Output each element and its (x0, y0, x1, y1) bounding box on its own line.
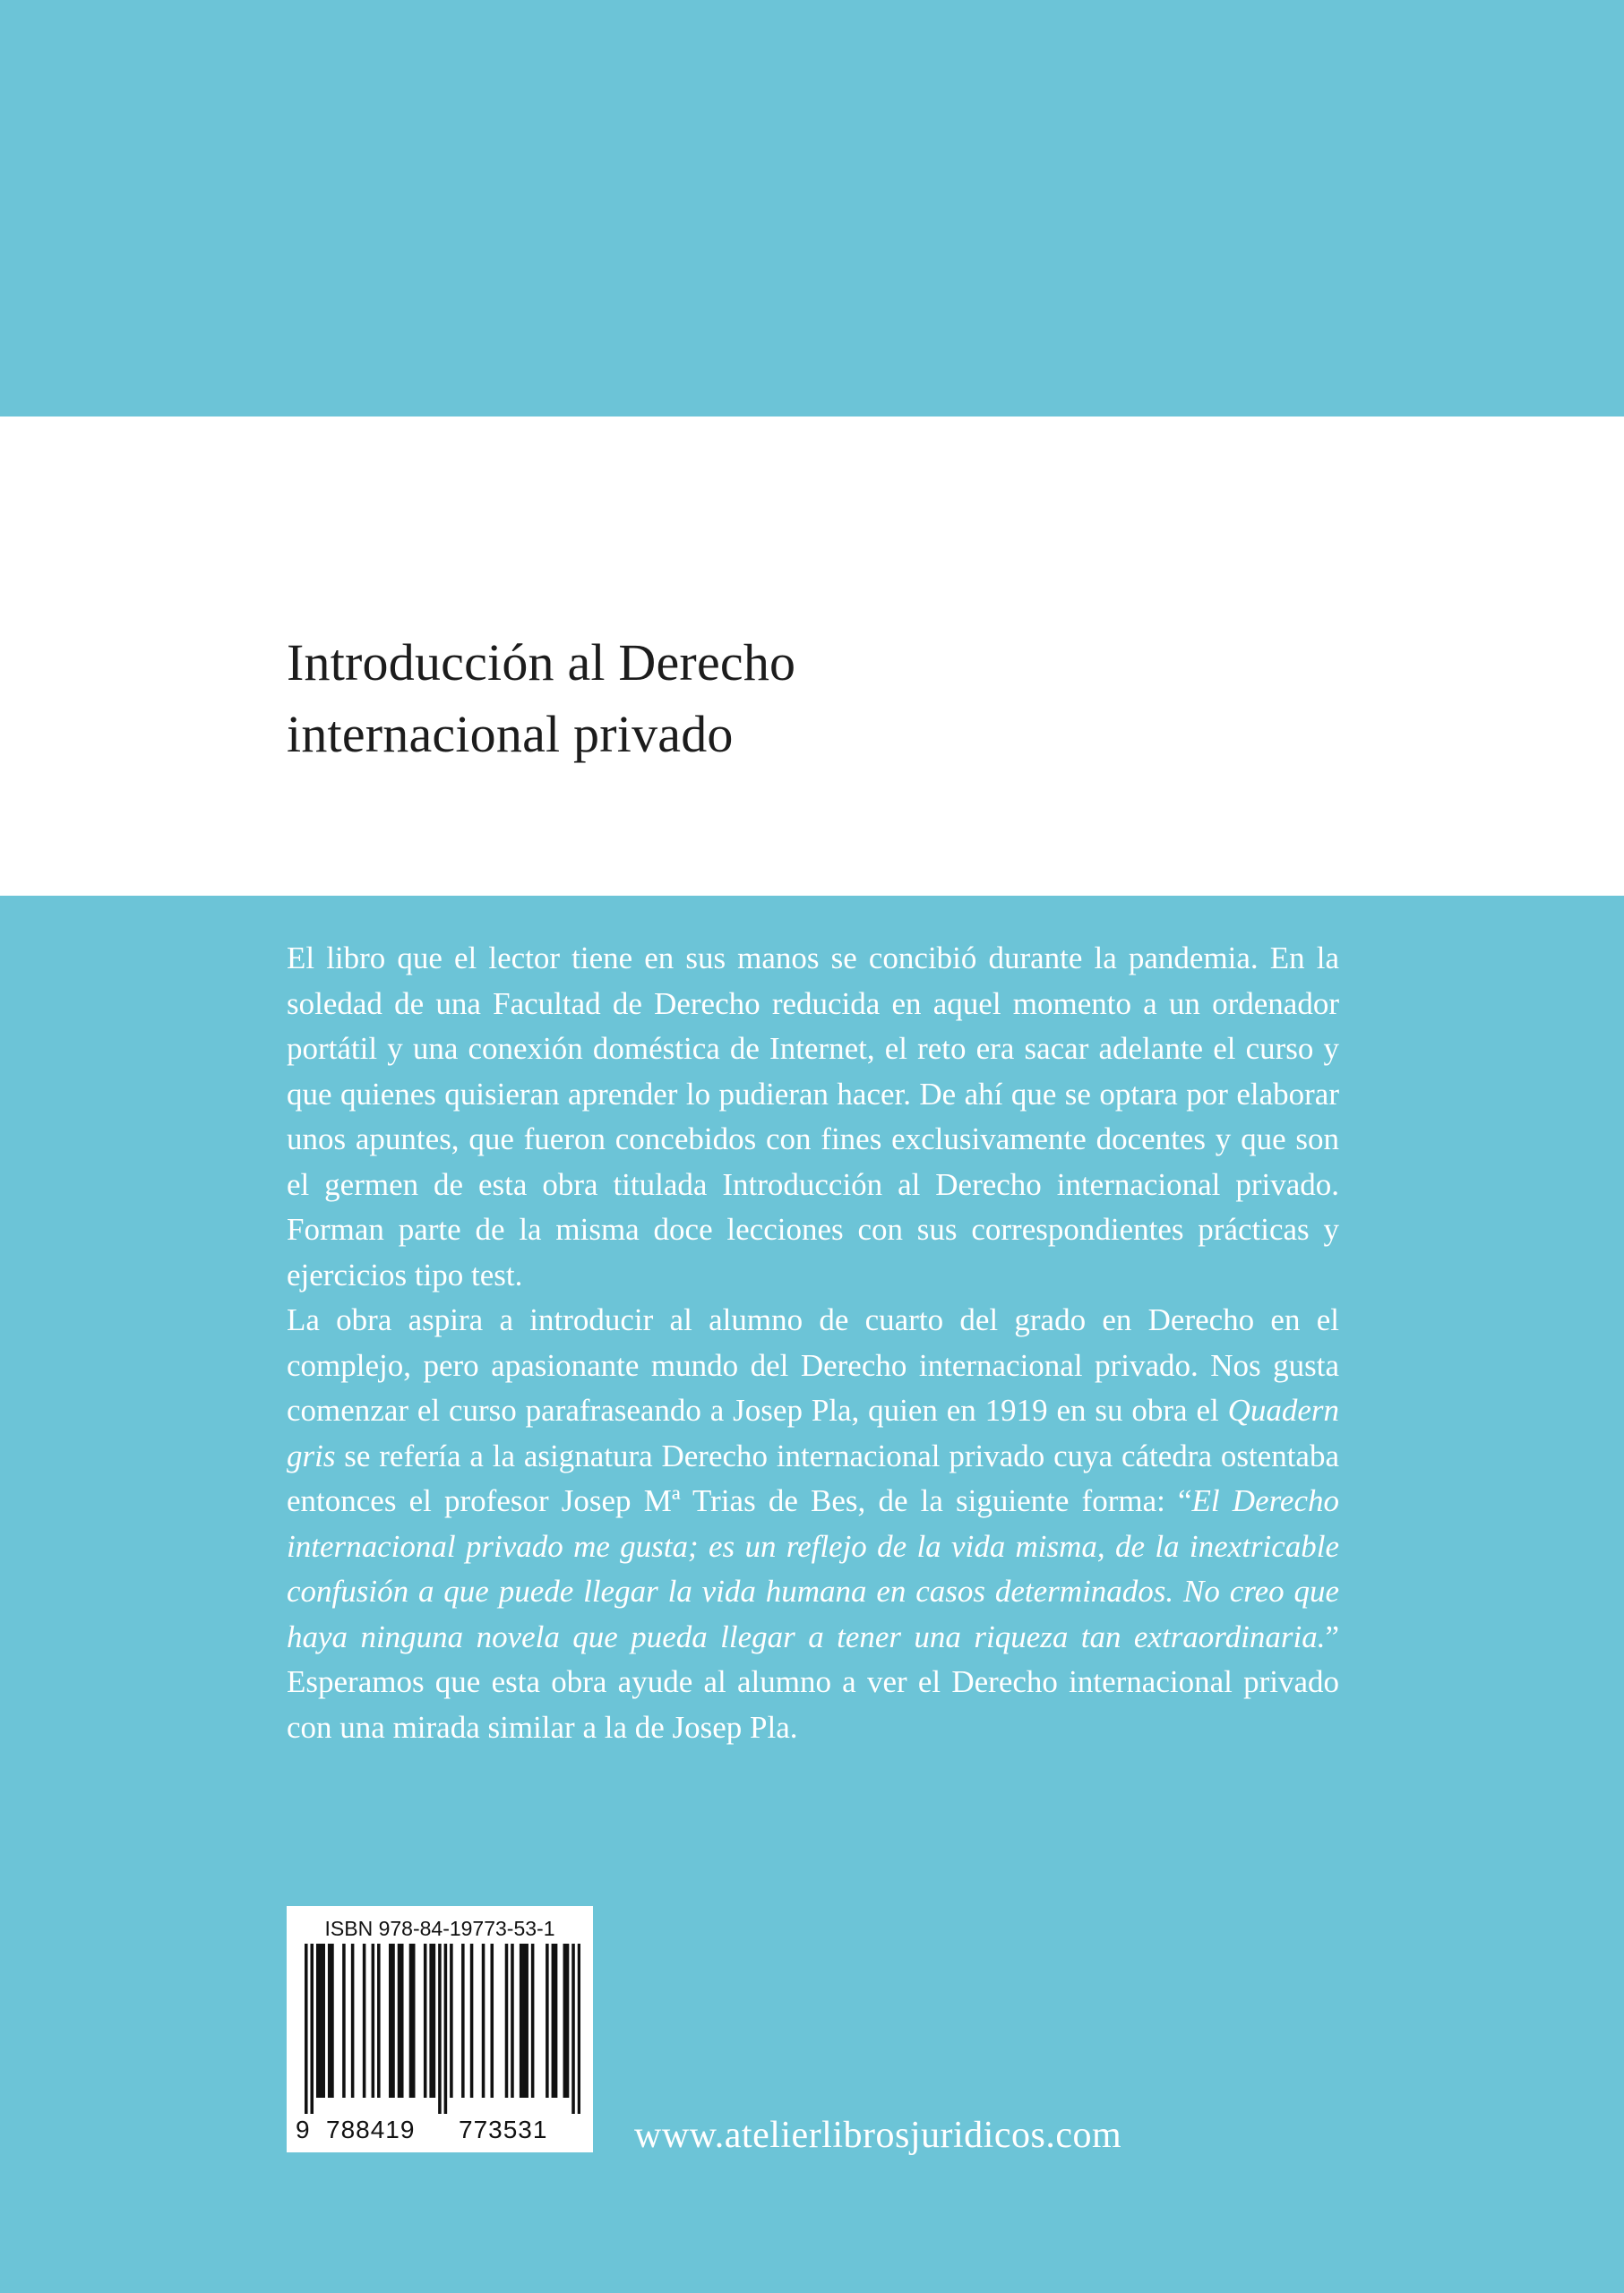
barcode-guard-bar (571, 1944, 575, 2114)
barcode-bar (511, 1944, 514, 2098)
blurb-paragraph-1: El libro que el lector tiene en sus manos se concibió durante la pandemia. En la soledad de una Facultad de Derecho reducida en aquel momento a un ordenador portátil y una conexión doméstica de Internet, el reto era sacar adelante el curso y que quienes quisieran aprender lo pudieran hacer. De ahí que se optara por elaborar unos apuntes, que fueron concebidos con fines exclusivamente docentes y que son el germen de esta obra titulada Introducción al Derecho internacional privado. Forman parte de la misma doce lecciones con sus correspondientes prácticas y ejercicios tipo test. (287, 940, 1339, 1292)
josep-pla-quote: El Derecho internacional privado me gusta; es un reflejo de la vida misma, de la inextricable confusión a que puede llegar la vida humana en casos determinados. No creo que haya ninguna novela que pueda llegar a tener una riqueza tan extraordinaria. (287, 1483, 1340, 1654)
barcode-bar (372, 1944, 375, 2098)
top-color-band (0, 0, 1624, 417)
barcode-bar (398, 1944, 401, 2098)
barcode-bar (351, 1944, 355, 2098)
barcode-bar (554, 1944, 558, 2098)
barcode-bar (482, 1944, 485, 2098)
back-cover-blurb (287, 936, 1339, 1750)
isbn-label: ISBN 978-84-19773-53-1 (324, 1917, 555, 1940)
barcode-bar (525, 1944, 528, 2098)
barcode-bar (546, 1944, 549, 2098)
blurb-p2-middle: se refería a la asignatura Derecho internacional privado cuya cátedra ostentaba entonces el profesor Josep Mª Trias de Bes, de la siguiente forma: “ (287, 1438, 1339, 1518)
barcode-bar (319, 1944, 322, 2098)
barcode-bar (328, 1944, 331, 2098)
barcode-bar (531, 1944, 535, 2098)
book-reference-quadern-gris: Quadern gris (287, 1393, 1339, 1473)
barcode-guard-bar (305, 1944, 308, 2114)
barcode-bar (331, 1944, 334, 2098)
barcode-guard-bar (444, 1944, 448, 2114)
barcode-bar (389, 1944, 392, 2098)
barcode-bar (552, 1944, 555, 2098)
ean-digit-first: 9 (296, 2116, 311, 2143)
barcode-guard-bar (310, 1944, 314, 2114)
barcode-bar (520, 1944, 523, 2098)
barcode-bars (305, 1944, 580, 2114)
barcode-bar (461, 1944, 465, 2098)
barcode-guard-bar (438, 1944, 442, 2114)
barcode-bar (391, 1944, 395, 2098)
barcode-bar (505, 1944, 509, 2098)
barcode-bar (412, 1944, 416, 2098)
barcode-bar (363, 1944, 366, 2098)
barcode-bar (424, 1944, 427, 2098)
barcode-guard-bar (578, 1944, 580, 2114)
blurb-p2-intro: La obra aspira a introducir al alumno de cuarto del grado en Derecho en el complejo, pero apasionante mundo del Derecho internacional privado. Nos gusta comenzar el curso parafraseando a Josep Pla, quien en 1919 en su obra el (287, 1302, 1339, 1428)
barcode-bar (490, 1944, 494, 2098)
barcode-bar (400, 1944, 404, 2098)
ean-digits-left: 788419 (326, 2116, 416, 2143)
blurb-p2-closing: ” Esperamos que esta obra ayude al alumno a ver el Derecho internacional privado con una mirada similar a la de Josep Pla. (287, 1619, 1339, 1745)
book-title-line-2: internacional privado (287, 705, 734, 763)
barcode-bar (450, 1944, 453, 2098)
blurb-paragraph-2 (287, 1298, 1339, 1750)
barcode-bar (566, 1944, 570, 2098)
book-title (287, 627, 1362, 770)
barcode-bar (377, 1944, 381, 2098)
barcode-bar (342, 1944, 346, 2098)
isbn-barcode (287, 1906, 593, 2152)
publisher-website: www.atelierlibrosjuridicos.com (634, 2115, 1122, 2156)
barcode-bar (563, 1944, 567, 2098)
barcode-bar (522, 1944, 526, 2098)
barcode-bar (322, 1944, 325, 2098)
ean-digits-right: 773531 (459, 2116, 548, 2143)
barcode-bar (316, 1944, 320, 2098)
barcode-bar (433, 1944, 436, 2098)
book-title-line-1: Introducción al Derecho (287, 633, 796, 691)
barcode-bar (429, 1944, 433, 2098)
barcode-bar (409, 1944, 413, 2098)
barcode-bar (470, 1944, 474, 2098)
